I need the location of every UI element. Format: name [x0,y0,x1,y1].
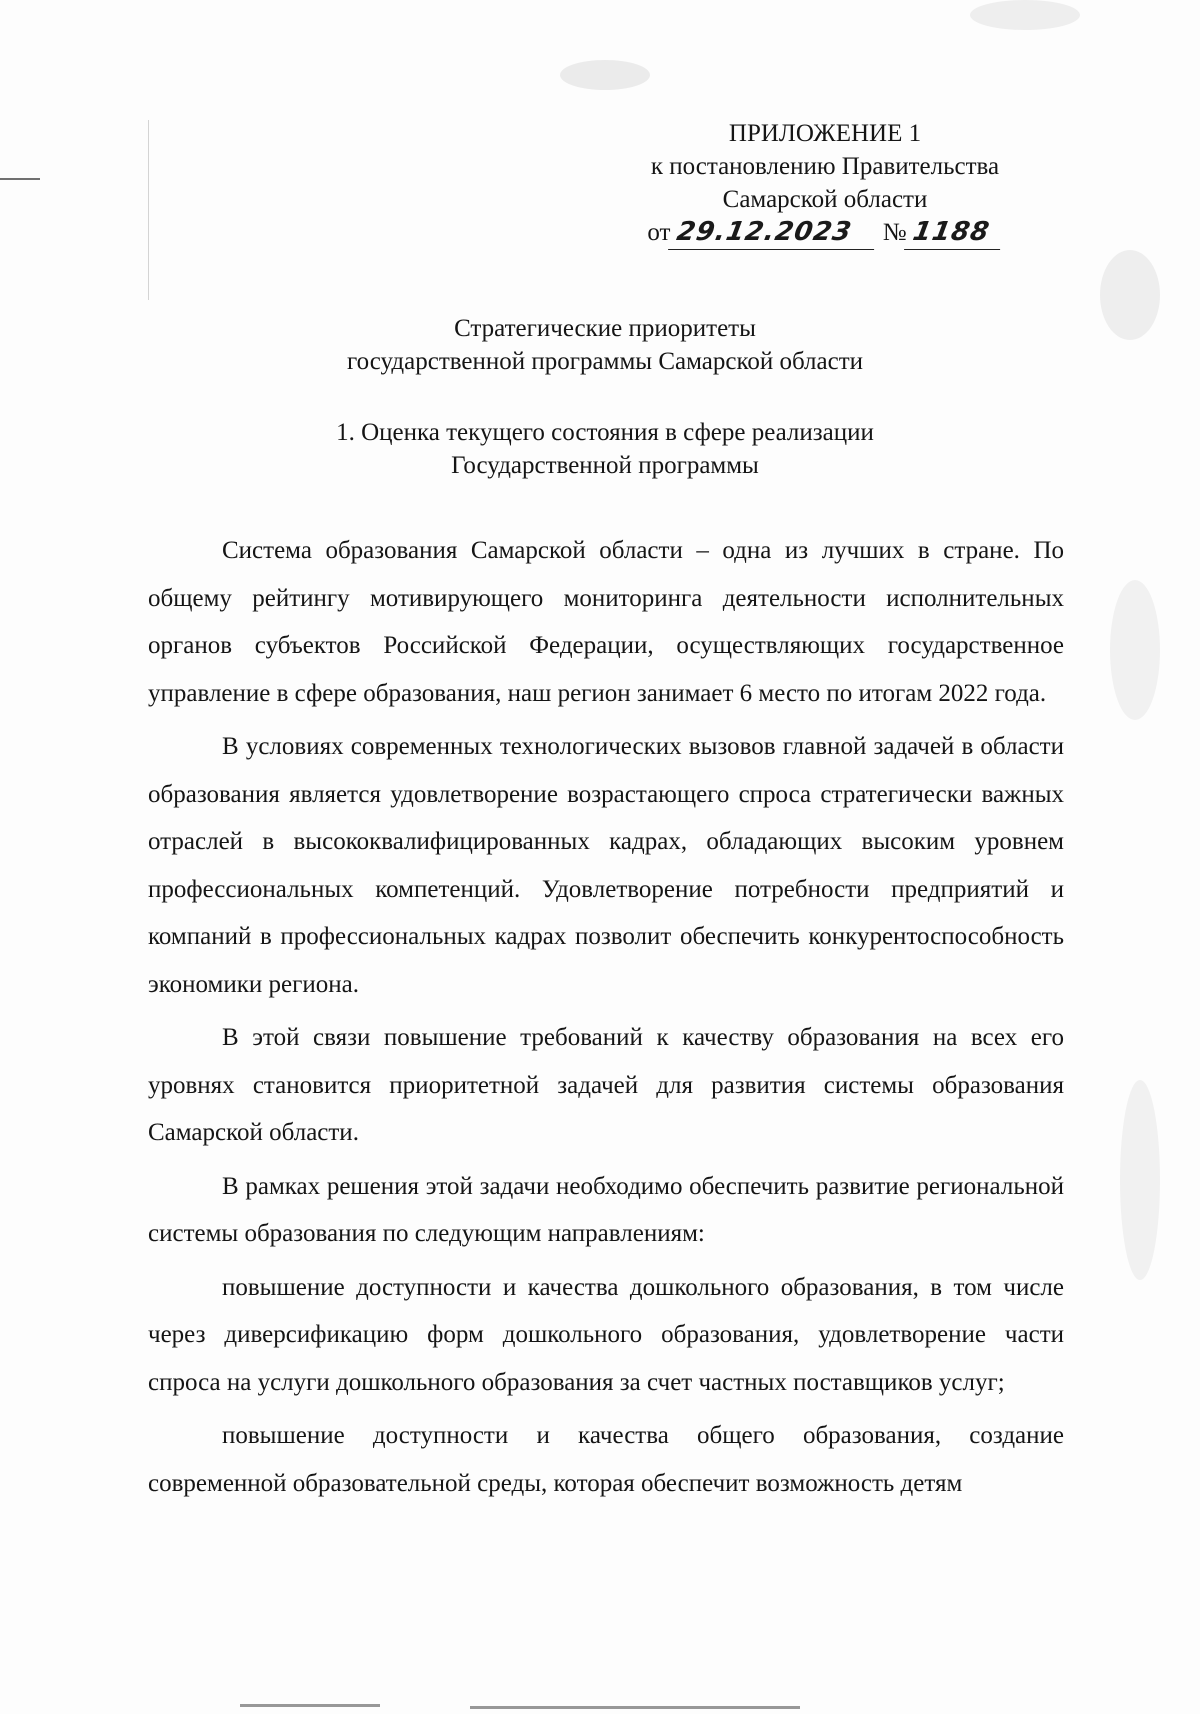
appendix-title: ПРИЛОЖЕНИЕ 1 [728,120,922,147]
paragraph: повышение доступности и качества общего образования, создание современной образовательной среды, которая обеспечит возможность детям [148,1422,1064,1497]
paragraph: повышение доступности и качества дошкольного образования, в том числе через диверсификацию форм дошкольного образования, удовлетворение части спроса на услуги дошкольного образования за счет частных поставщиков услуг; [148,1273,1064,1396]
appendix-resolution-line: к постановлению Правительства [650,153,1000,180]
document-body [148,527,1064,1507]
document-title-line-1: Стратегические приоритеты [454,315,756,342]
number-prefix: № [882,219,907,246]
section-title-line-2: Государственной программы [451,452,759,479]
section-title [0,416,1200,482]
scan-artifact-bottom-edge-2 [470,1706,800,1709]
date-prefix: от [647,219,671,246]
scan-artifact-left-edge [148,120,149,300]
paragraph: Система образования Самарской области – одна из лучших в стране. По общему рейтингу мотивирующего мониторинга деятельности исполнительных органов субъектов Российской Федерации, осуществляющих государственное управление в сфере образования, наш регион занимает 6 место по итогам 2022 года. [148,537,1064,707]
scan-speckle [560,60,650,90]
appendix-header [600,117,1050,250]
scan-artifact-top-mark [0,178,40,180]
scan-artifact-bottom-edge [240,1704,380,1707]
paragraph: В рамках решения этой задачи необходимо обеспечить развитие региональной системы образования по следующим направлениям: [148,1172,1064,1247]
handwritten-date: 29.12.2023 [668,216,880,250]
scan-speckle [970,0,1080,30]
paragraph: В условиях современных технологических вызовов главной задачей в области образования является удовлетворение возрастающего спроса стратегически важных отраслей в высококвалифицированных кадрах, обладающих высоким уровнем профессиональных компетенций. Удовлетворение потребности предприятий и компаний в профессиональных кадрах позволит обеспечить конкурентоспособность экономики региона. [148,733,1064,998]
appendix-region-line: Самарской области [722,186,928,213]
handwritten-number: 1188 [904,216,1006,250]
document-title [0,312,1200,378]
scan-speckle [1110,580,1160,720]
section-title-line-1: 1. Оценка текущего состояния в сфере реализации [336,419,874,446]
paragraph: В этой связи повышение требований к качеству образования на всех его уровнях становится приоритетной задачей для развития системы образования Самарской области. [148,1024,1064,1146]
appendix-date-number-row [600,216,1050,250]
scan-speckle [1120,1080,1160,1280]
document-title-line-2: государственной программы Самарской области [346,348,864,375]
